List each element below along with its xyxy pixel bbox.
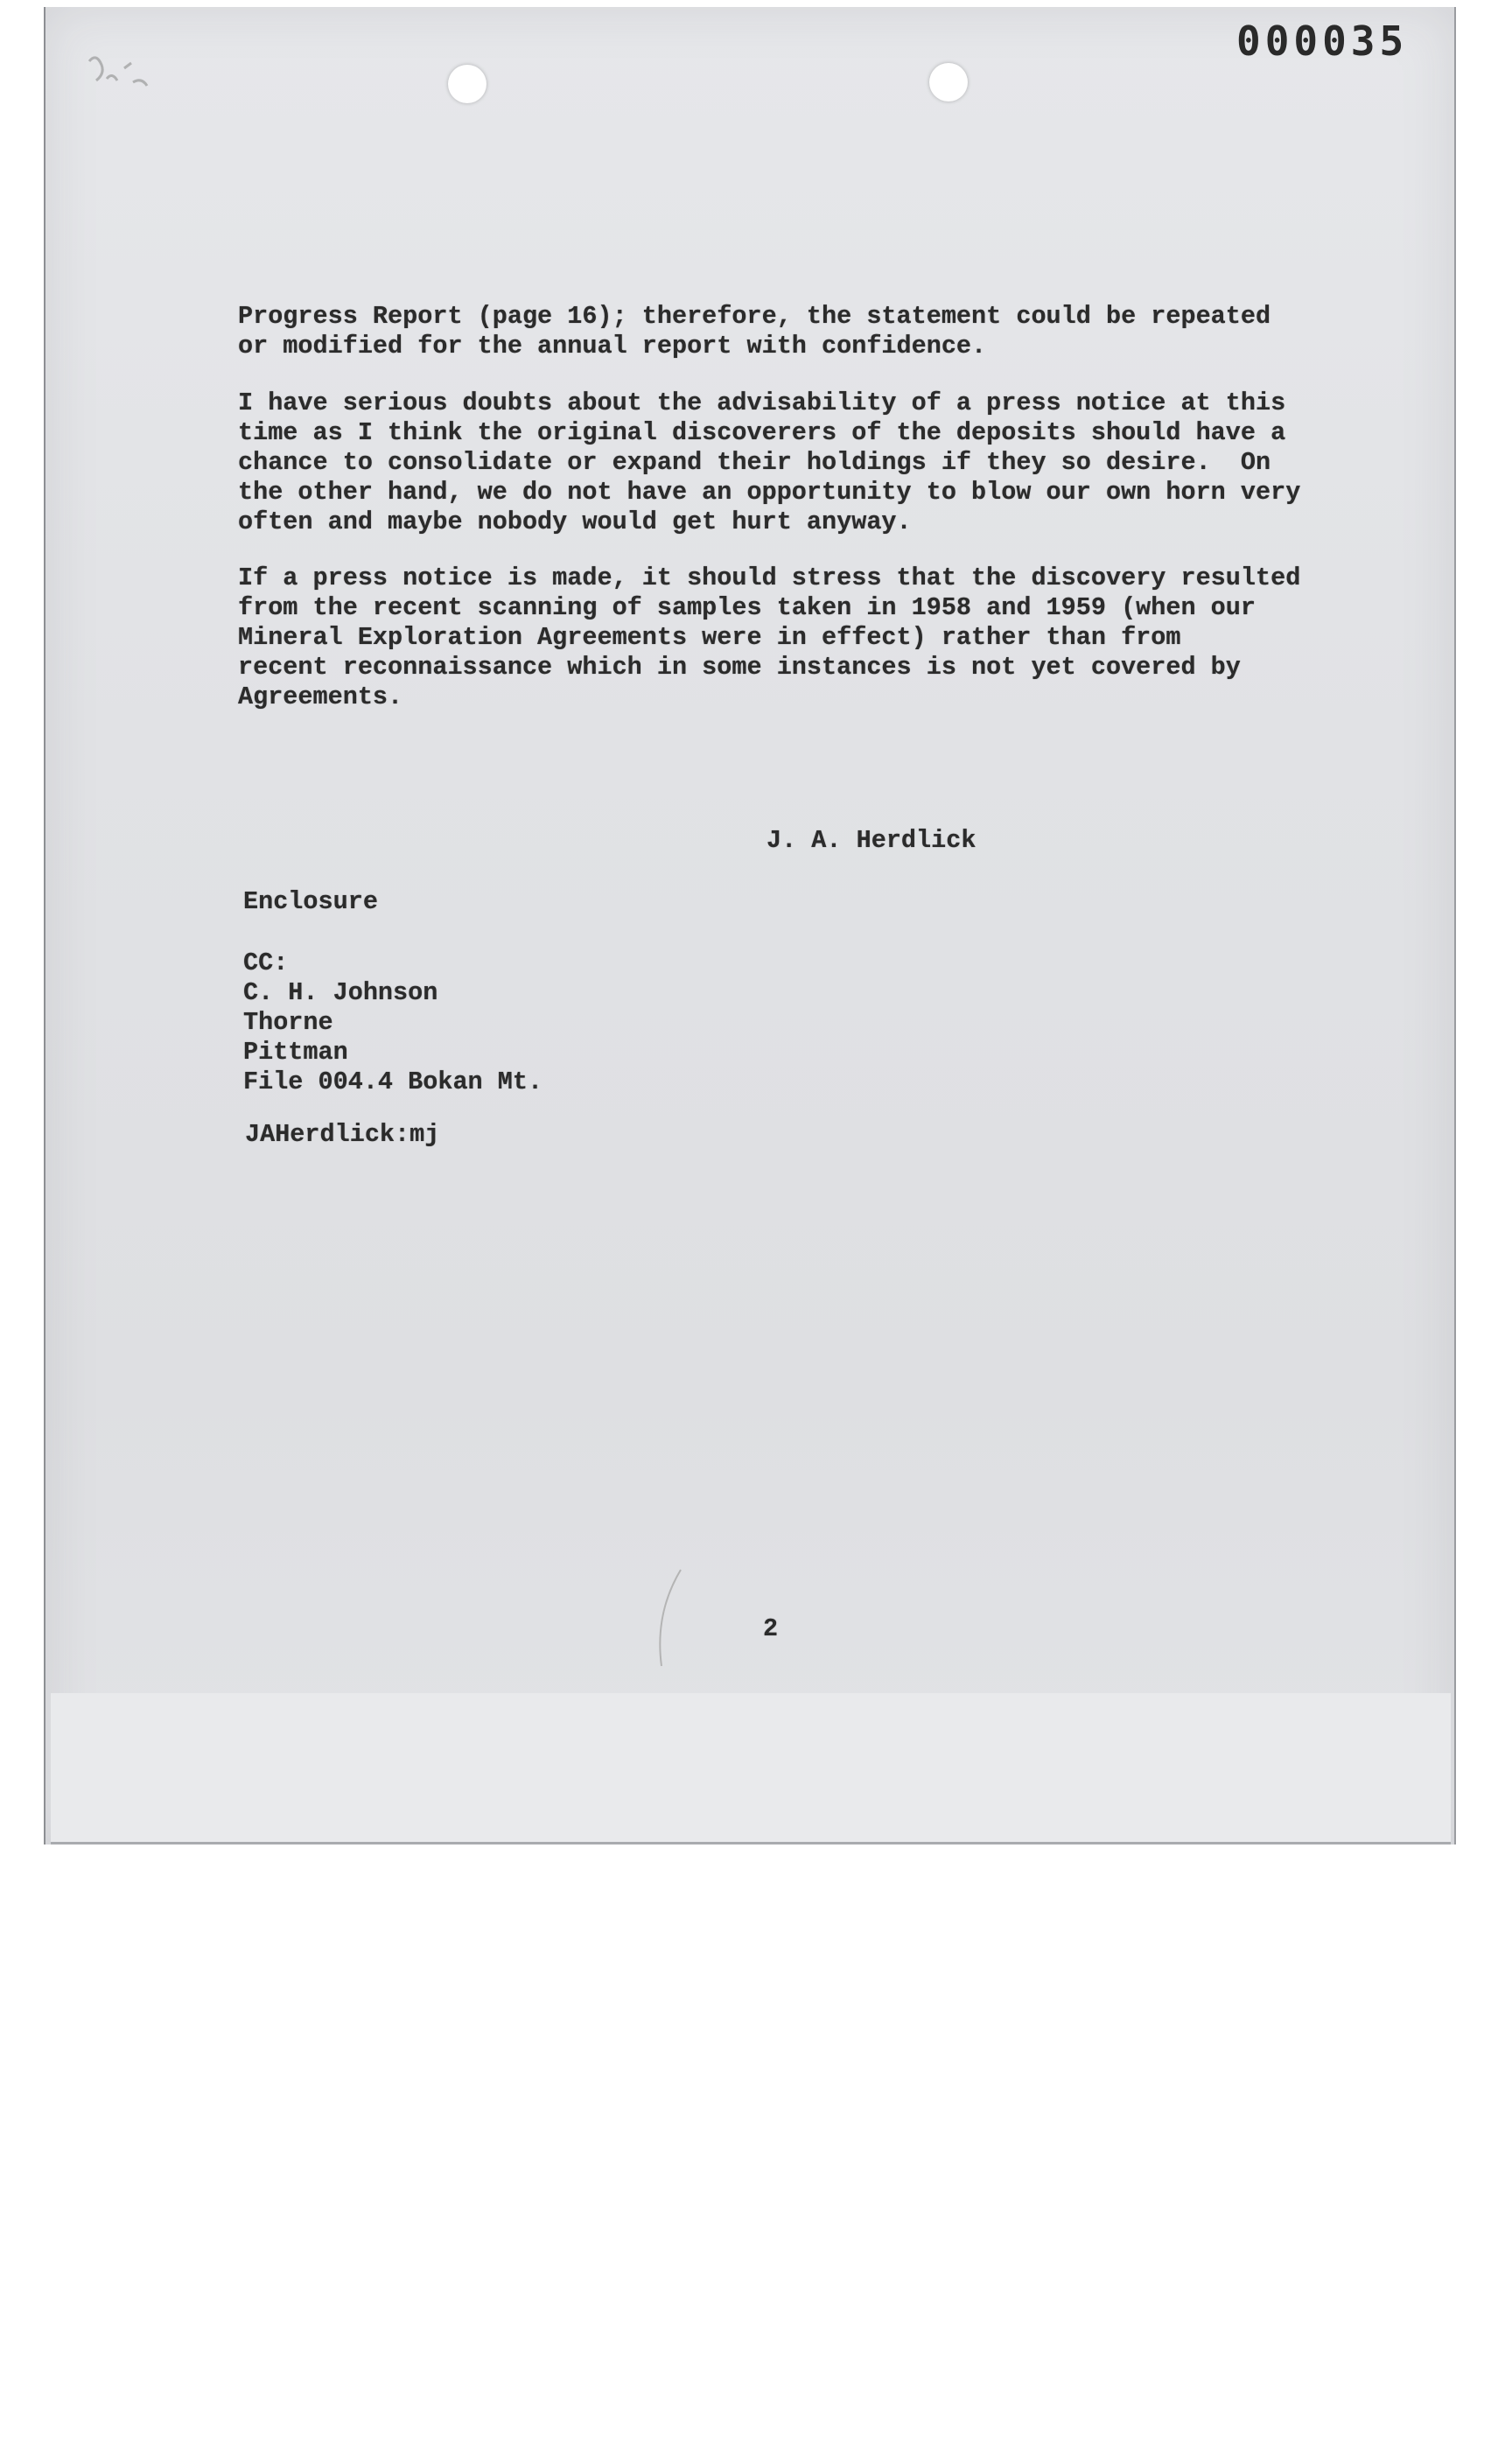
page-number: 2 [763,1614,779,1643]
enclosure-label: Enclosure [243,887,378,916]
punch-hole-left [448,65,486,103]
paragraph-3: If a press notice is made, it should stress that the discovery resulted from the recent scanning of samples taken in 1958 and 1959 (when our Mineral Exploration Agreements were in effect) rather than from recent reconnaissance which in some instances is not yet covered by Agreements. [238,564,1301,711]
document-sheet [44,7,1456,1844]
cc-block: CC: C. H. Johnson Thorne Pittman File 004.4 Bokan Mt. [243,948,543,1096]
sheet-bottom-edge [51,1693,1451,1844]
document-number: 000035 [1236,18,1409,65]
signature-name: J. A. Herdlick [766,826,976,855]
paragraph-2: I have serious doubts about the advisability of a press notice at this time as I think the original discoverers of the deposits should have a chance to consolidate or expand their holdings if they so desire. On the other hand, we do not have an opportunity to blow our own horn very often and maybe nobody would get hurt anyway. [238,388,1301,536]
typist-initials: JAHerdlick:mj [245,1120,440,1149]
paragraph-1: Progress Report (page 16); therefore, the statement could be repeated or modified for the annual report with confidence. [238,302,1271,360]
corner-smudge-mark [80,44,177,105]
punch-hole-right [929,63,968,102]
pencil-mark [648,1566,700,1698]
